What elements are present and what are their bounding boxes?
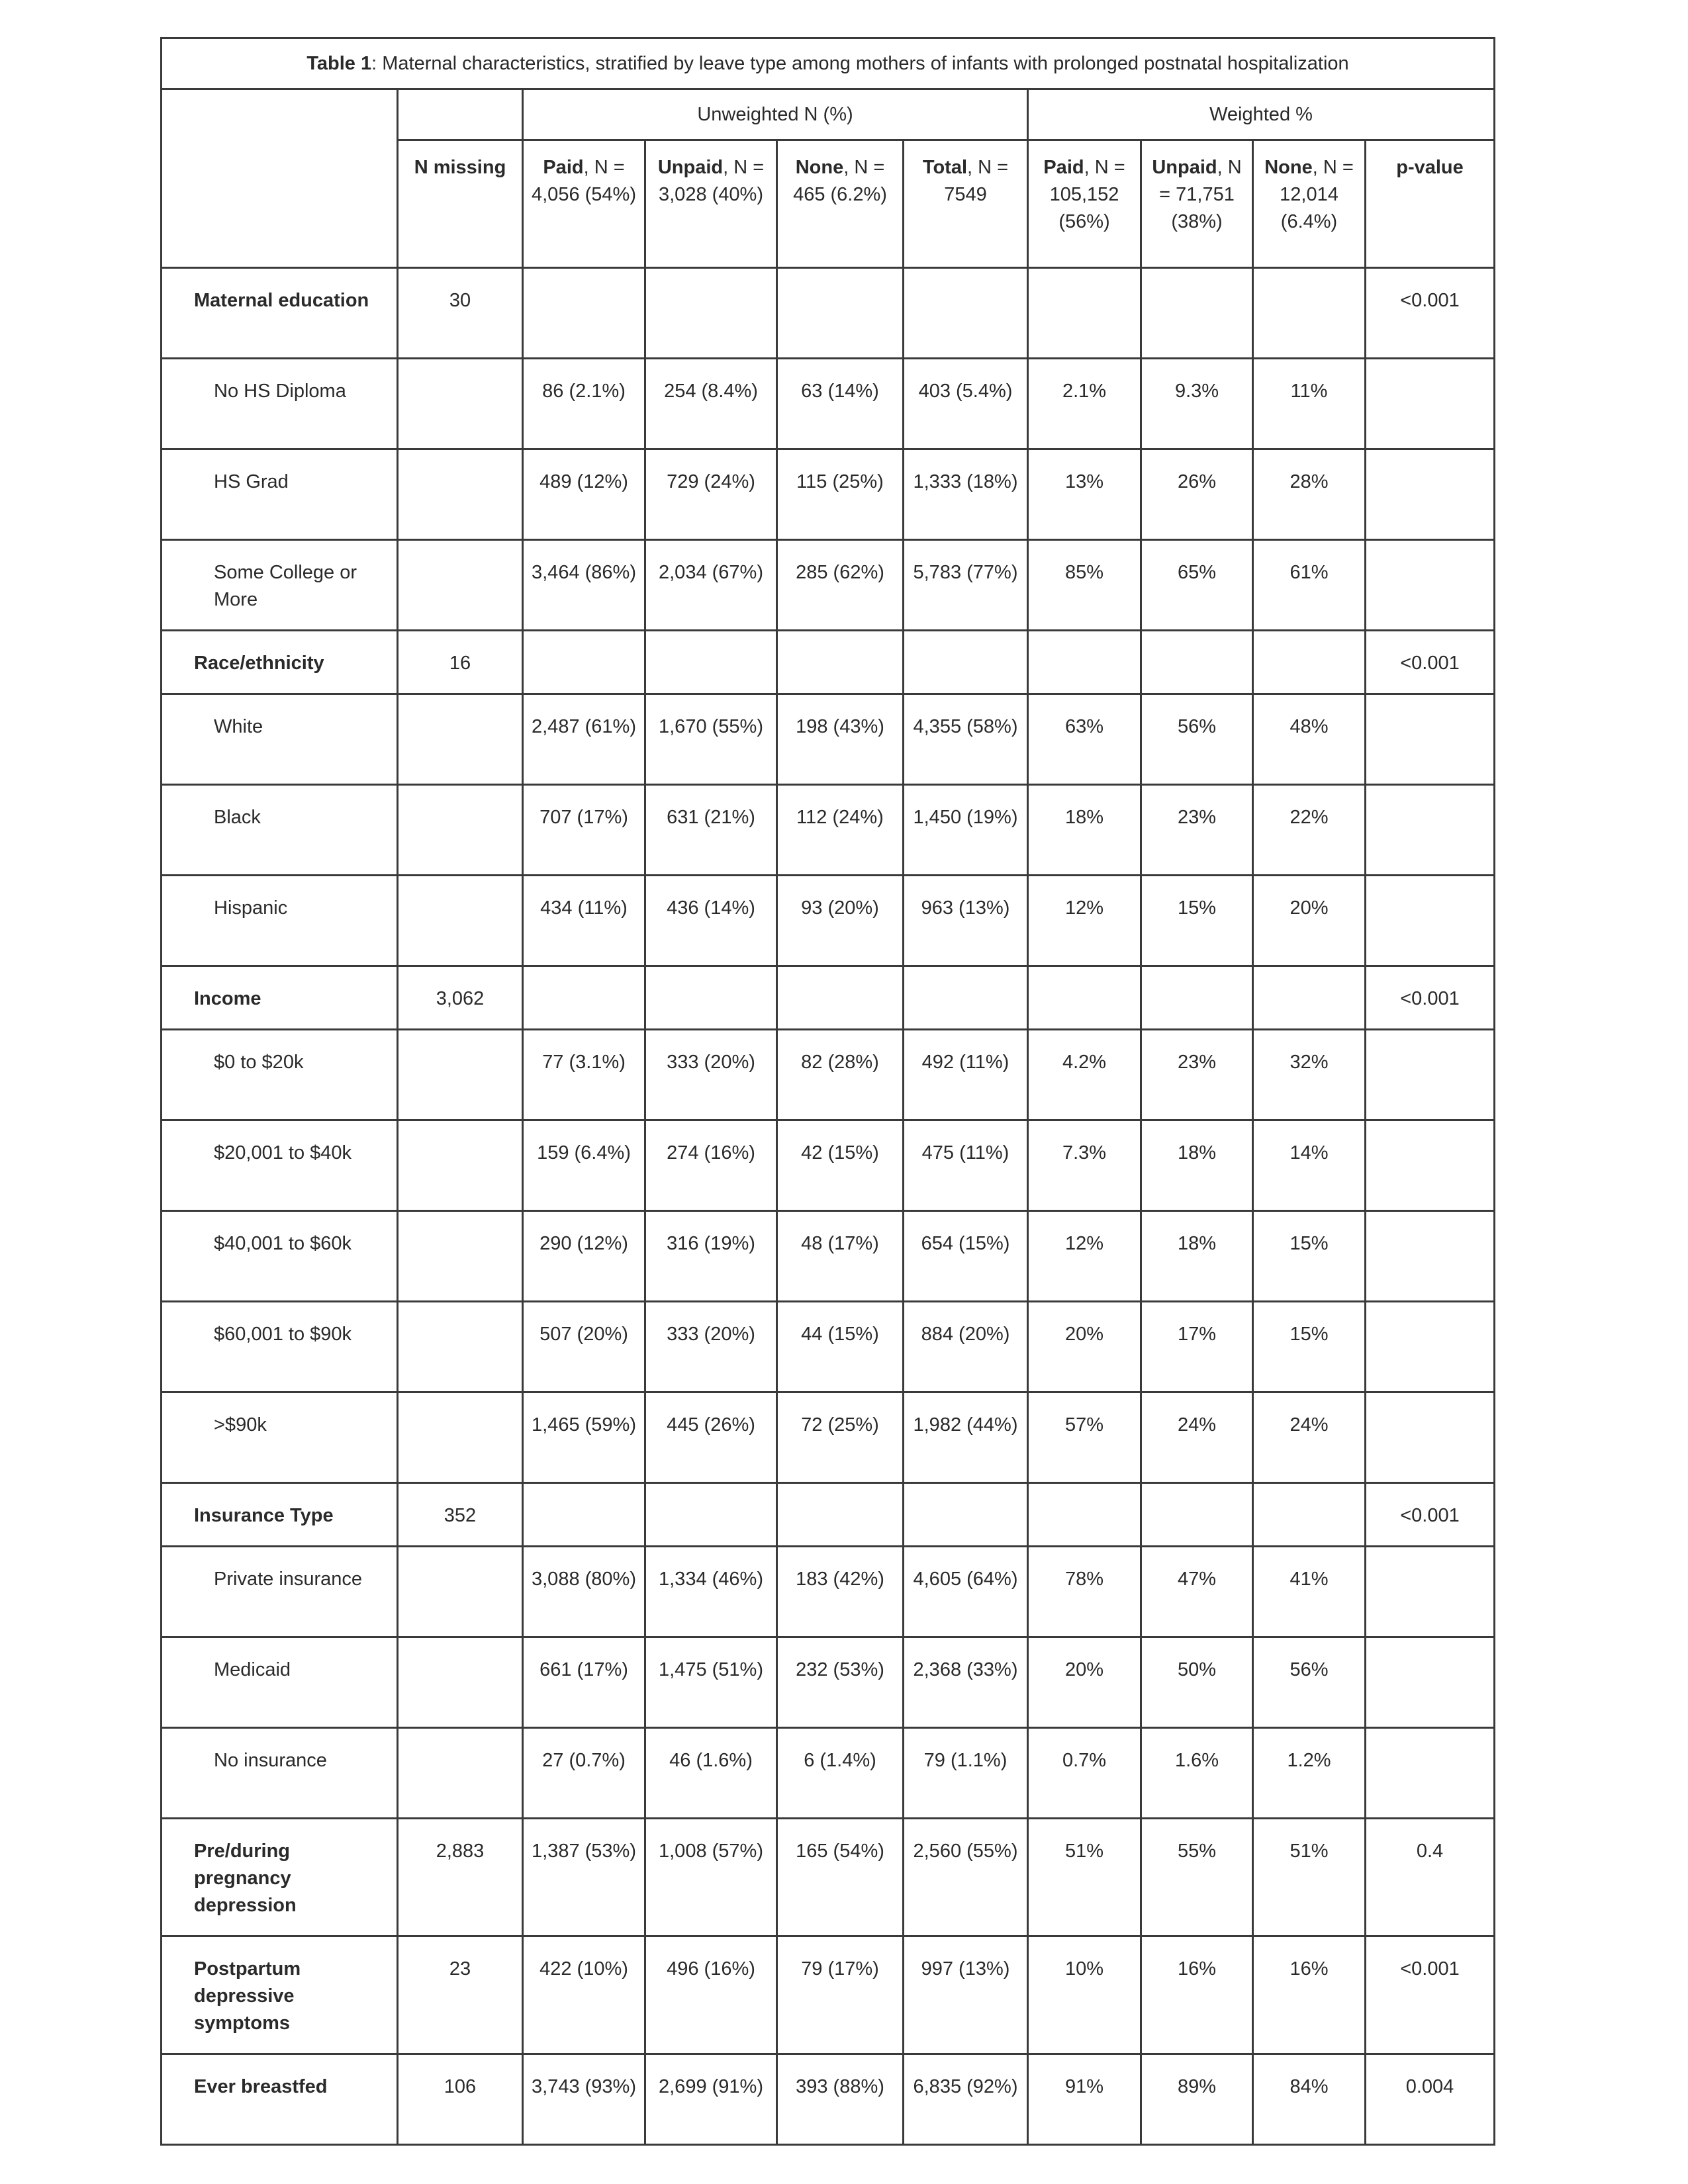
table-row [162, 449, 1495, 540]
row-subcategory-label: $60,001 to $90k [162, 1302, 398, 1392]
col-header-bold: Paid [543, 157, 584, 178]
cell-unweighted-total: 492 (11%) [904, 1030, 1028, 1120]
row-category-label: Pre/during pregnancy depression [162, 1819, 398, 1936]
cell-weighted-none: 28% [1253, 449, 1366, 540]
cell-unweighted-unpaid: 1,475 (51%) [645, 1637, 777, 1728]
cell-unweighted-total: 1,333 (18%) [904, 449, 1028, 540]
cell-weighted-none: 20% [1253, 876, 1366, 966]
cell-p-value [1366, 1211, 1495, 1302]
cell-unweighted-total: 4,605 (64%) [904, 1547, 1028, 1637]
table-row [162, 1819, 1495, 1936]
cell-unweighted-unpaid: 1,670 (55%) [645, 694, 777, 785]
cell-weighted-paid: 51% [1028, 1819, 1141, 1936]
cell-p-value: 0.4 [1366, 1819, 1495, 1936]
table-title-label: Table 1 [306, 52, 372, 74]
cell-unweighted-total: 884 (20%) [904, 1302, 1028, 1392]
row-subcategory-label: Hispanic [162, 876, 398, 966]
cell-unweighted-unpaid: 1,334 (46%) [645, 1547, 777, 1637]
cell-weighted-unpaid: 1.6% [1141, 1728, 1253, 1819]
cell-unweighted-none: 232 (53%) [777, 1637, 904, 1728]
cell-n-missing [398, 1547, 523, 1637]
cell-weighted-unpaid: 23% [1141, 785, 1253, 876]
cell-weighted-unpaid: 23% [1141, 1030, 1253, 1120]
col-header-text: , N = 465 (6.2%) [793, 157, 887, 205]
cell-weighted-paid: 10% [1028, 1936, 1141, 2054]
cell-unweighted-none: 115 (25%) [777, 449, 904, 540]
cell-unweighted-none [777, 268, 904, 359]
cell-p-value [1366, 359, 1495, 449]
col-header-bold: None [1264, 157, 1313, 178]
cell-unweighted-unpaid: 333 (20%) [645, 1030, 777, 1120]
cell-p-value [1366, 1302, 1495, 1392]
cell-weighted-paid [1028, 1483, 1141, 1547]
cell-unweighted-none: 63 (14%) [777, 359, 904, 449]
cell-unweighted-total: 997 (13%) [904, 1936, 1028, 2054]
cell-unweighted-paid: 77 (3.1%) [523, 1030, 645, 1120]
cell-weighted-paid: 0.7% [1028, 1728, 1141, 1819]
cell-p-value: <0.001 [1366, 966, 1495, 1030]
cell-unweighted-total [904, 966, 1028, 1030]
cell-weighted-none [1253, 268, 1366, 359]
table-title-row [162, 38, 1495, 89]
row-subcategory-label: $20,001 to $40k [162, 1120, 398, 1211]
table-row [162, 966, 1495, 1030]
cell-unweighted-none [777, 631, 904, 694]
cell-unweighted-paid: 159 (6.4%) [523, 1120, 645, 1211]
cell-unweighted-unpaid: 1,008 (57%) [645, 1819, 777, 1936]
cell-unweighted-none: 72 (25%) [777, 1392, 904, 1483]
cell-p-value [1366, 694, 1495, 785]
cell-p-value [1366, 1392, 1495, 1483]
cell-unweighted-none: 93 (20%) [777, 876, 904, 966]
cell-weighted-none: 24% [1253, 1392, 1366, 1483]
cell-unweighted-total: 475 (11%) [904, 1120, 1028, 1211]
col-header-bold: Total [922, 157, 968, 178]
cell-n-missing [398, 694, 523, 785]
col-header-weighted-unpaid [1141, 140, 1253, 268]
table-row [162, 1302, 1495, 1392]
row-subcategory-label: $0 to $20k [162, 1030, 398, 1120]
cell-weighted-unpaid: 16% [1141, 1936, 1253, 2054]
cell-unweighted-total: 2,560 (55%) [904, 1819, 1028, 1936]
cell-weighted-unpaid [1141, 268, 1253, 359]
cell-weighted-none: 48% [1253, 694, 1366, 785]
cell-weighted-unpaid: 26% [1141, 449, 1253, 540]
cell-unweighted-paid [523, 1483, 645, 1547]
col-header-text: , N = 7549 [944, 157, 1009, 205]
cell-unweighted-unpaid: 496 (16%) [645, 1936, 777, 2054]
cell-n-missing: 16 [398, 631, 523, 694]
group-header-spacer [398, 89, 523, 140]
cell-unweighted-paid: 661 (17%) [523, 1637, 645, 1728]
cell-unweighted-unpaid [645, 966, 777, 1030]
cell-weighted-unpaid [1141, 1483, 1253, 1547]
cell-unweighted-unpaid: 631 (21%) [645, 785, 777, 876]
table-row [162, 1030, 1495, 1120]
table-row [162, 2054, 1495, 2145]
col-header-unweighted-none [777, 140, 904, 268]
cell-weighted-paid: 57% [1028, 1392, 1141, 1483]
cell-weighted-unpaid: 17% [1141, 1302, 1253, 1392]
cell-p-value: <0.001 [1366, 1483, 1495, 1547]
cell-unweighted-none [777, 1483, 904, 1547]
table-row [162, 1936, 1495, 2054]
col-header-missing [398, 140, 523, 268]
cell-unweighted-none: 44 (15%) [777, 1302, 904, 1392]
cell-n-missing [398, 1030, 523, 1120]
cell-n-missing: 3,062 [398, 966, 523, 1030]
col-header-bold: Paid [1043, 157, 1084, 178]
col-header-weighted-none [1253, 140, 1366, 268]
table-row [162, 540, 1495, 631]
cell-p-value [1366, 1030, 1495, 1120]
cell-unweighted-paid: 489 (12%) [523, 449, 645, 540]
cell-n-missing: 2,883 [398, 1819, 523, 1936]
cell-p-value [1366, 876, 1495, 966]
table-row [162, 1483, 1495, 1547]
cell-unweighted-none: 42 (15%) [777, 1120, 904, 1211]
cell-unweighted-paid [523, 631, 645, 694]
cell-n-missing [398, 1637, 523, 1728]
cell-n-missing: 106 [398, 2054, 523, 2145]
row-subcategory-label: HS Grad [162, 449, 398, 540]
group-header-row [162, 89, 1495, 140]
cell-weighted-paid: 20% [1028, 1637, 1141, 1728]
cell-weighted-none: 51% [1253, 1819, 1366, 1936]
cell-n-missing [398, 785, 523, 876]
cell-weighted-none: 41% [1253, 1547, 1366, 1637]
cell-weighted-unpaid [1141, 631, 1253, 694]
table-row [162, 785, 1495, 876]
cell-unweighted-paid: 3,743 (93%) [523, 2054, 645, 2145]
cell-unweighted-unpaid: 445 (26%) [645, 1392, 777, 1483]
cell-weighted-paid: 91% [1028, 2054, 1141, 2145]
cell-weighted-none: 15% [1253, 1302, 1366, 1392]
cell-weighted-unpaid: 56% [1141, 694, 1253, 785]
cell-unweighted-paid: 2,487 (61%) [523, 694, 645, 785]
cell-unweighted-none: 285 (62%) [777, 540, 904, 631]
cell-n-missing [398, 876, 523, 966]
cell-unweighted-unpaid: 2,034 (67%) [645, 540, 777, 631]
row-subcategory-label: Medicaid [162, 1637, 398, 1728]
row-subcategory-label: Some College or More [162, 540, 398, 631]
cell-n-missing [398, 1728, 523, 1819]
cell-weighted-unpaid: 47% [1141, 1547, 1253, 1637]
cell-p-value [1366, 1120, 1495, 1211]
cell-unweighted-none [777, 966, 904, 1030]
cell-weighted-none [1253, 631, 1366, 694]
row-category-label: Postpartum depressive symptoms [162, 1936, 398, 2054]
cell-p-value [1366, 540, 1495, 631]
cell-unweighted-paid: 1,387 (53%) [523, 1819, 645, 1936]
col-header-bold: p-value [1396, 157, 1464, 178]
cell-unweighted-paid: 3,088 (80%) [523, 1547, 645, 1637]
col-header-text: , N = 3,028 (40%) [659, 157, 765, 205]
cell-weighted-paid: 12% [1028, 876, 1141, 966]
cell-unweighted-paid: 707 (17%) [523, 785, 645, 876]
cell-p-value [1366, 1728, 1495, 1819]
col-header-text: , N = 4,056 (54%) [532, 157, 636, 205]
cell-weighted-paid: 78% [1028, 1547, 1141, 1637]
cell-unweighted-none: 165 (54%) [777, 1819, 904, 1936]
col-header-bold: Unpaid [1152, 157, 1217, 178]
cell-unweighted-unpaid [645, 1483, 777, 1547]
row-subcategory-label: No HS Diploma [162, 359, 398, 449]
row-subcategory-label: No insurance [162, 1728, 398, 1819]
cell-weighted-none: 16% [1253, 1936, 1366, 2054]
col-header-bold: None [795, 157, 844, 178]
cell-n-missing [398, 540, 523, 631]
cell-weighted-paid [1028, 966, 1141, 1030]
cell-n-missing [398, 449, 523, 540]
row-subcategory-label: Private insurance [162, 1547, 398, 1637]
table-row [162, 1728, 1495, 1819]
cell-weighted-unpaid: 18% [1141, 1211, 1253, 1302]
cell-p-value: 0.004 [1366, 2054, 1495, 2145]
cell-unweighted-unpaid: 333 (20%) [645, 1302, 777, 1392]
cell-unweighted-unpaid: 436 (14%) [645, 876, 777, 966]
col-header-text: , N = 71,751 (38%) [1159, 157, 1242, 232]
cell-unweighted-unpaid: 2,699 (91%) [645, 2054, 777, 2145]
cell-n-missing [398, 1211, 523, 1302]
cell-p-value [1366, 1547, 1495, 1637]
cell-unweighted-none: 79 (17%) [777, 1936, 904, 2054]
cell-unweighted-paid: 3,464 (86%) [523, 540, 645, 631]
cell-weighted-none: 56% [1253, 1637, 1366, 1728]
row-subcategory-label: $40,001 to $60k [162, 1211, 398, 1302]
table-title-text: : Maternal characteristics, stratified by leave type among mothers of infants with prolonged postnatal hospitalization [371, 52, 1349, 74]
cell-unweighted-unpaid: 274 (16%) [645, 1120, 777, 1211]
col-header-unweighted-total [904, 140, 1028, 268]
cell-weighted-none: 15% [1253, 1211, 1366, 1302]
cell-unweighted-total: 654 (15%) [904, 1211, 1028, 1302]
col-header-bold: Unpaid [657, 157, 724, 178]
cell-p-value [1366, 449, 1495, 540]
cell-n-missing: 352 [398, 1483, 523, 1547]
cell-unweighted-paid: 290 (12%) [523, 1211, 645, 1302]
col-header-text: , N = 12,014 (6.4%) [1280, 157, 1354, 232]
cell-weighted-none: 11% [1253, 359, 1366, 449]
col-header-bold: N missing [414, 157, 506, 178]
cell-unweighted-paid [523, 268, 645, 359]
cell-unweighted-total: 1,450 (19%) [904, 785, 1028, 876]
col-header-weighted-paid [1028, 140, 1141, 268]
cell-unweighted-paid: 1,465 (59%) [523, 1392, 645, 1483]
cell-weighted-paid: 85% [1028, 540, 1141, 631]
cell-unweighted-none: 82 (28%) [777, 1030, 904, 1120]
cell-p-value: <0.001 [1366, 268, 1495, 359]
cell-unweighted-unpaid: 729 (24%) [645, 449, 777, 540]
row-category-label: Ever breastfed [162, 2054, 398, 2145]
cell-unweighted-total [904, 268, 1028, 359]
table-row [162, 1392, 1495, 1483]
cell-unweighted-unpaid [645, 268, 777, 359]
cell-unweighted-total: 963 (13%) [904, 876, 1028, 966]
cell-p-value [1366, 1637, 1495, 1728]
col-header-unweighted-paid [523, 140, 645, 268]
table-row [162, 1637, 1495, 1728]
cell-weighted-unpaid: 24% [1141, 1392, 1253, 1483]
cell-p-value: <0.001 [1366, 1936, 1495, 2054]
cell-n-missing: 23 [398, 1936, 523, 2054]
table-row [162, 631, 1495, 694]
stub-header-cell [162, 89, 398, 268]
col-header-p-value [1366, 140, 1495, 268]
row-category-label: Race/ethnicity [162, 631, 398, 694]
cell-weighted-none: 22% [1253, 785, 1366, 876]
cell-unweighted-none: 393 (88%) [777, 2054, 904, 2145]
cell-unweighted-total [904, 1483, 1028, 1547]
cell-weighted-paid: 12% [1028, 1211, 1141, 1302]
cell-unweighted-total: 403 (5.4%) [904, 359, 1028, 449]
cell-unweighted-paid: 86 (2.1%) [523, 359, 645, 449]
group-header-weighted: Weighted % [1028, 89, 1495, 140]
cell-unweighted-none: 48 (17%) [777, 1211, 904, 1302]
cell-unweighted-none: 183 (42%) [777, 1547, 904, 1637]
cell-p-value [1366, 785, 1495, 876]
cell-weighted-none: 1.2% [1253, 1728, 1366, 1819]
cell-unweighted-total [904, 631, 1028, 694]
group-header-unweighted: Unweighted N (%) [523, 89, 1028, 140]
cell-unweighted-none: 198 (43%) [777, 694, 904, 785]
row-subcategory-label: Black [162, 785, 398, 876]
cell-n-missing [398, 1392, 523, 1483]
cell-weighted-paid: 4.2% [1028, 1030, 1141, 1120]
cell-unweighted-paid [523, 966, 645, 1030]
cell-weighted-paid: 7.3% [1028, 1120, 1141, 1211]
table-row [162, 1120, 1495, 1211]
table-row [162, 1211, 1495, 1302]
cell-weighted-paid: 13% [1028, 449, 1141, 540]
table-row [162, 694, 1495, 785]
cell-weighted-none: 14% [1253, 1120, 1366, 1211]
cell-unweighted-total: 79 (1.1%) [904, 1728, 1028, 1819]
cell-p-value: <0.001 [1366, 631, 1495, 694]
cell-weighted-paid: 20% [1028, 1302, 1141, 1392]
cell-weighted-unpaid: 9.3% [1141, 359, 1253, 449]
cell-weighted-paid: 63% [1028, 694, 1141, 785]
cell-unweighted-total: 6,835 (92%) [904, 2054, 1028, 2145]
cell-unweighted-unpaid: 254 (8.4%) [645, 359, 777, 449]
cell-n-missing [398, 1120, 523, 1211]
table-row [162, 876, 1495, 966]
cell-weighted-none: 61% [1253, 540, 1366, 631]
cell-unweighted-total: 5,783 (77%) [904, 540, 1028, 631]
cell-weighted-paid [1028, 631, 1141, 694]
row-subcategory-label: >$90k [162, 1392, 398, 1483]
table-title [162, 38, 1495, 89]
cell-weighted-none [1253, 966, 1366, 1030]
maternal-characteristics-table [160, 37, 1495, 2146]
row-subcategory-label: White [162, 694, 398, 785]
cell-unweighted-total: 4,355 (58%) [904, 694, 1028, 785]
cell-unweighted-total: 1,982 (44%) [904, 1392, 1028, 1483]
row-category-label: Insurance Type [162, 1483, 398, 1547]
cell-weighted-unpaid [1141, 966, 1253, 1030]
row-category-label: Income [162, 966, 398, 1030]
cell-n-missing [398, 1302, 523, 1392]
cell-unweighted-paid: 422 (10%) [523, 1936, 645, 2054]
cell-weighted-none: 32% [1253, 1030, 1366, 1120]
cell-weighted-unpaid: 65% [1141, 540, 1253, 631]
table-row [162, 268, 1495, 359]
cell-weighted-unpaid: 50% [1141, 1637, 1253, 1728]
row-category-label: Maternal education [162, 268, 398, 359]
cell-unweighted-none: 112 (24%) [777, 785, 904, 876]
cell-weighted-unpaid: 18% [1141, 1120, 1253, 1211]
cell-weighted-unpaid: 89% [1141, 2054, 1253, 2145]
table-row [162, 359, 1495, 449]
cell-weighted-none: 84% [1253, 2054, 1366, 2145]
cell-unweighted-paid: 507 (20%) [523, 1302, 645, 1392]
cell-unweighted-unpaid [645, 631, 777, 694]
cell-weighted-paid: 2.1% [1028, 359, 1141, 449]
cell-unweighted-unpaid: 46 (1.6%) [645, 1728, 777, 1819]
cell-weighted-none [1253, 1483, 1366, 1547]
cell-unweighted-none: 6 (1.4%) [777, 1728, 904, 1819]
cell-n-missing [398, 359, 523, 449]
cell-weighted-unpaid: 15% [1141, 876, 1253, 966]
cell-unweighted-total: 2,368 (33%) [904, 1637, 1028, 1728]
cell-unweighted-unpaid: 316 (19%) [645, 1211, 777, 1302]
cell-unweighted-paid: 27 (0.7%) [523, 1728, 645, 1819]
cell-weighted-paid: 18% [1028, 785, 1141, 876]
table-row [162, 1547, 1495, 1637]
col-header-text: , N = 105,152 (56%) [1049, 157, 1125, 232]
cell-weighted-paid [1028, 268, 1141, 359]
cell-n-missing: 30 [398, 268, 523, 359]
cell-weighted-unpaid: 55% [1141, 1819, 1253, 1936]
cell-unweighted-paid: 434 (11%) [523, 876, 645, 966]
col-header-unweighted-unpaid [645, 140, 777, 268]
